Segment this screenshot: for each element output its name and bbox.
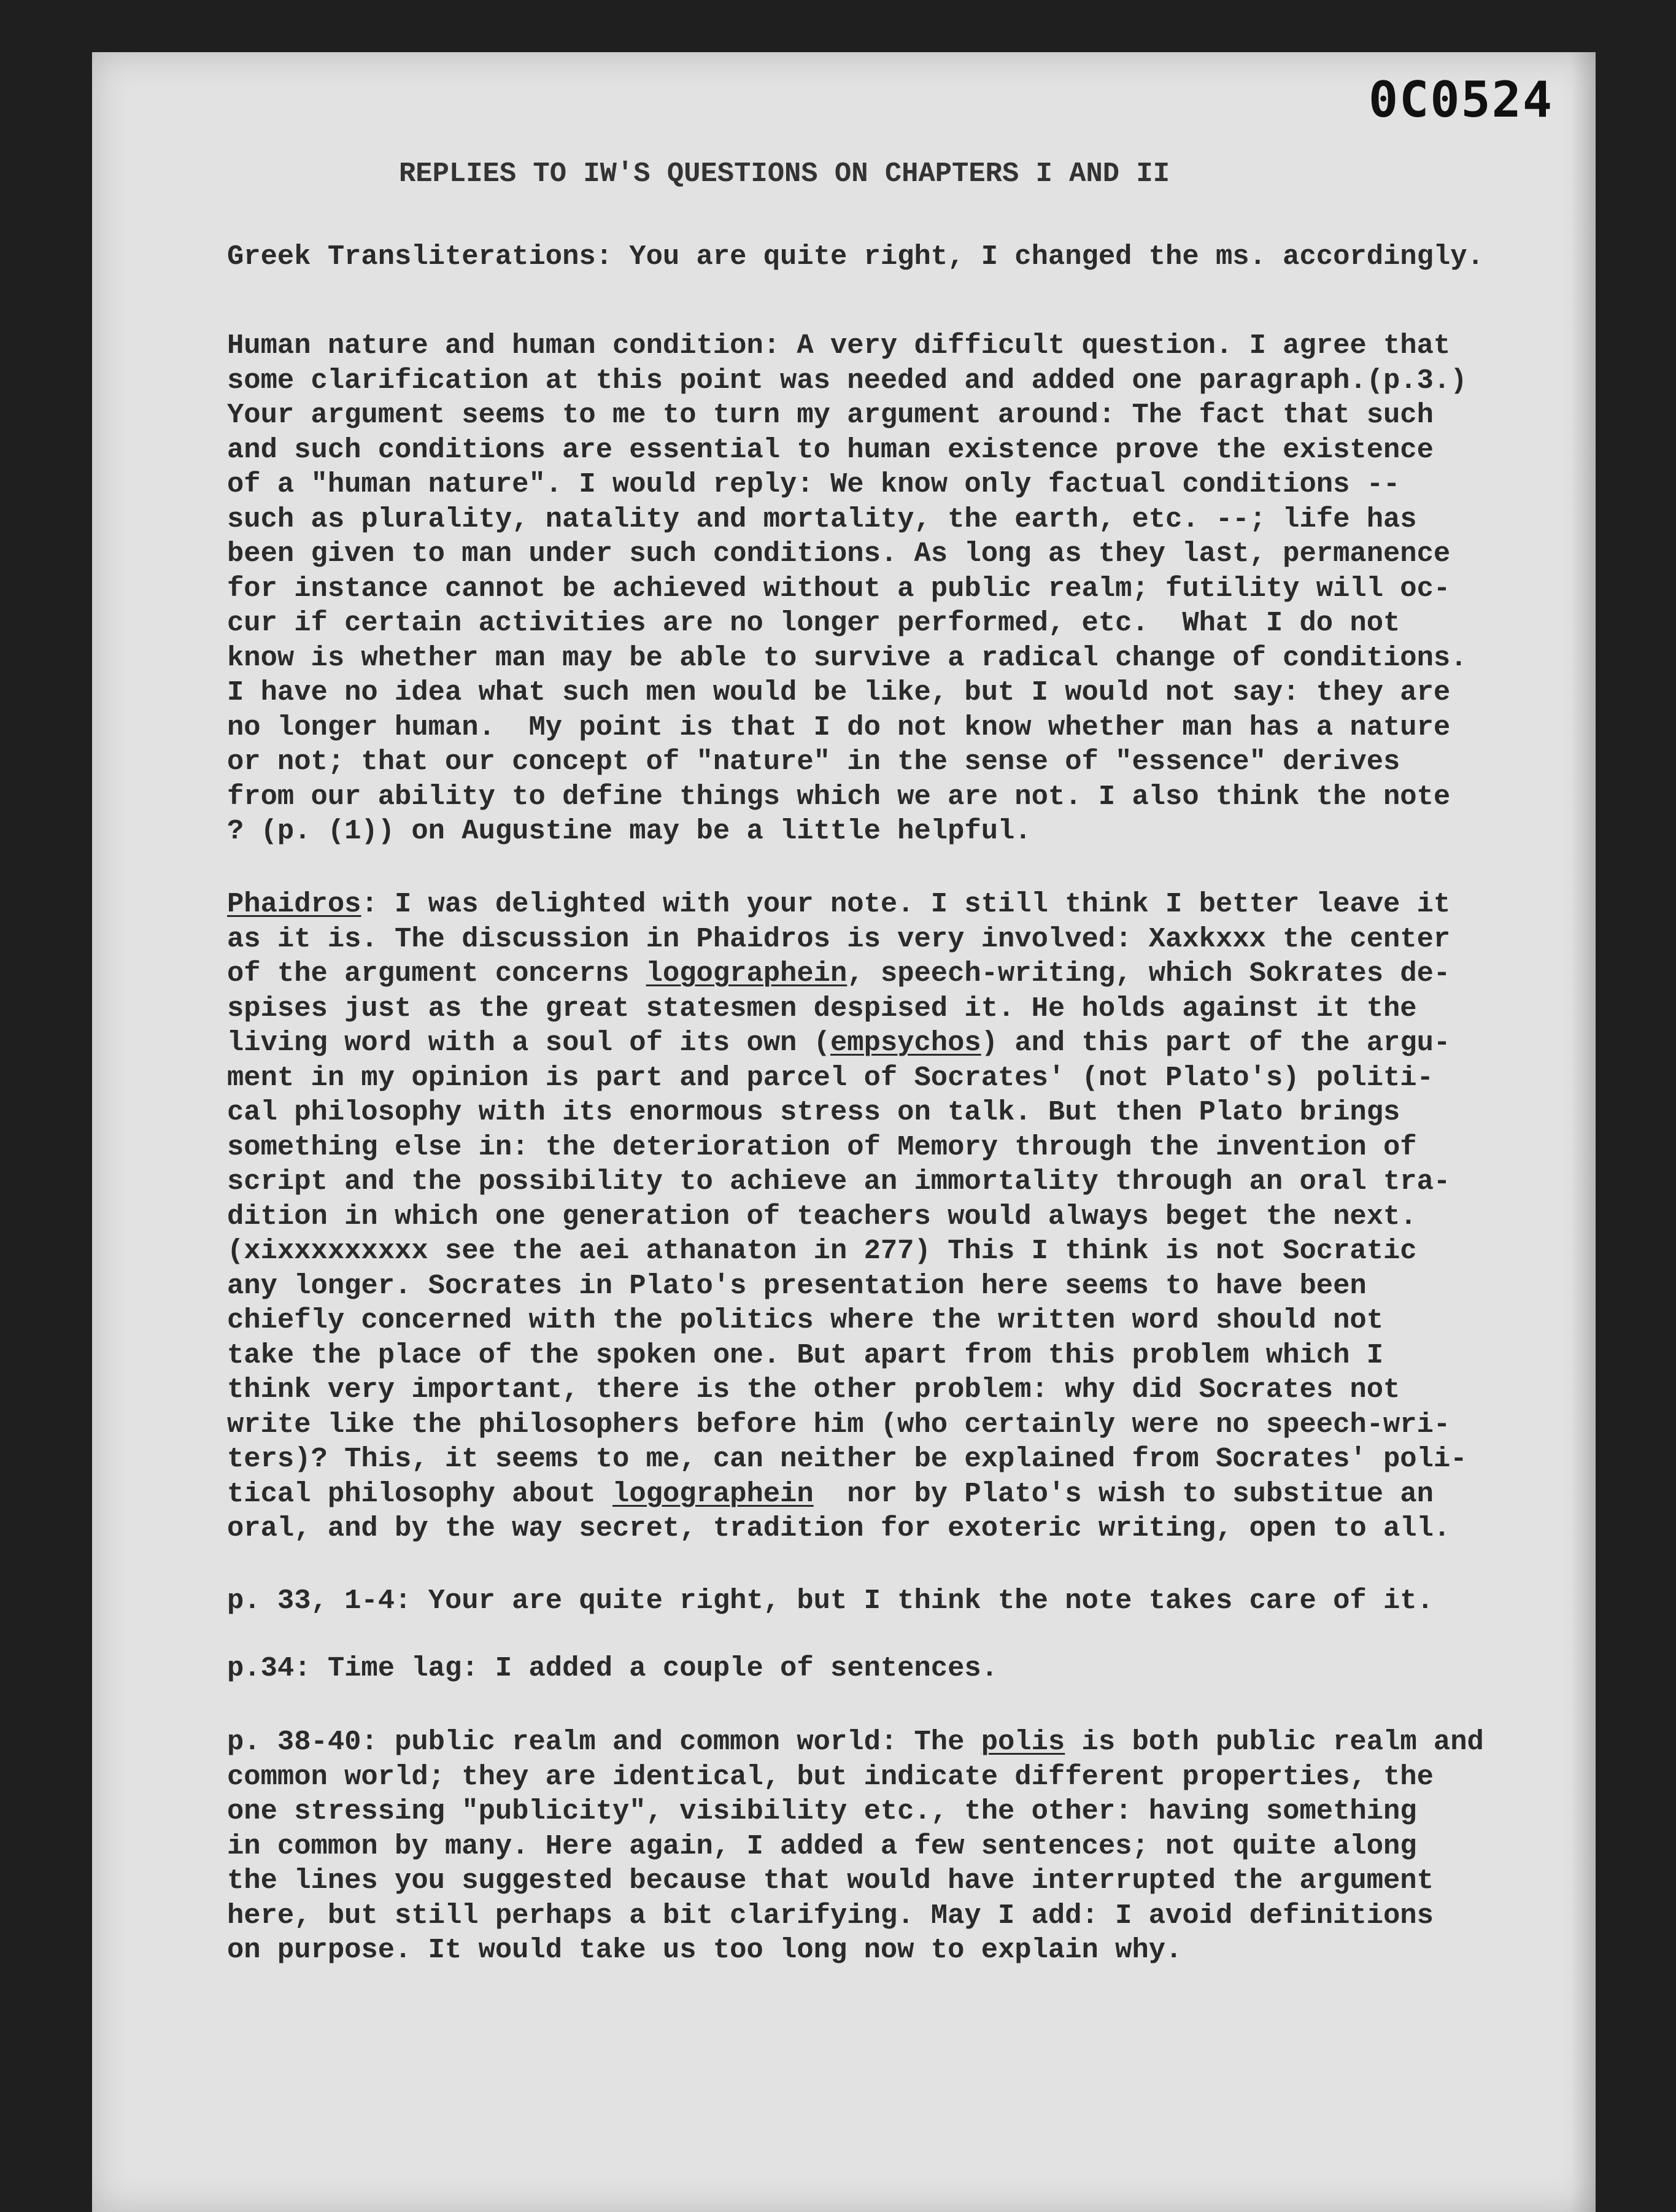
section-human-nature bbox=[227, 328, 1467, 849]
text-segment: p. 38-40: public realm and common world: The bbox=[227, 1726, 981, 1758]
text-line: oral, and by the way secret, tradition for exoteric writing, open to all. bbox=[227, 1512, 1451, 1544]
text-line: ? (p. (1)) on Augustine may be a little helpful. bbox=[227, 815, 1032, 847]
term-logographein: logographein bbox=[612, 1477, 814, 1510]
page-edge-shadow bbox=[1571, 52, 1596, 2212]
text-line: cal philosophy with its enormous stress on talk. But then Plato brings bbox=[227, 1096, 1400, 1128]
text-line bbox=[227, 1725, 1484, 1760]
section-p38-40 bbox=[227, 1725, 1484, 1968]
section-phaidros bbox=[227, 887, 1467, 1546]
text-line: cur if certain activities are no longer performed, etc. What I do not bbox=[227, 607, 1400, 639]
text-line: know is whether man may be able to survive a radical change of conditions. bbox=[227, 641, 1467, 674]
text-line: Greek Transliterations: You are quite right, I changed the ms. accordingly. bbox=[227, 241, 1484, 273]
document-number: 0C0524 bbox=[1369, 71, 1553, 128]
text-segment: of the argument concerns bbox=[227, 957, 646, 989]
text-line: (xixxxxxxxxx see the aei athanaton in 277) This I think is not Socratic bbox=[227, 1235, 1417, 1267]
text-segment: tical philosophy about bbox=[227, 1477, 613, 1510]
term-logographein: logographein bbox=[646, 957, 848, 989]
text-line bbox=[227, 1477, 1467, 1512]
text-line: take the place of the spoken one. But apart from this problem which I bbox=[227, 1339, 1384, 1371]
text-line: ment in my opinion is part and parcel of Socrates' (not Plato's) politi- bbox=[227, 1061, 1434, 1094]
text-segment: nor by Plato's wish to substitue an bbox=[813, 1477, 1434, 1510]
text-line: p. 33, 1-4: Your are quite right, but I think the note takes care of it. bbox=[227, 1585, 1434, 1617]
text-line: as it is. The discussion in Phaidros is very involved: Xaxkxxx the center bbox=[227, 922, 1451, 955]
text-line: any longer. Socrates in Plato's presentation here seems to have been bbox=[227, 1269, 1367, 1302]
text-line: dition in which one generation of teachers would always beget the next. bbox=[227, 1200, 1417, 1232]
section-greek-transliterations bbox=[227, 239, 1484, 274]
text-line: I have no idea what such men would be like, but I would not say: they are bbox=[227, 676, 1451, 708]
text-line: the lines you suggested because that would have interrupted the argument bbox=[227, 1865, 1434, 1897]
text-segment: : I was delighted with your note. I still think I better leave it bbox=[361, 888, 1451, 920]
term-empsychos: empsychos bbox=[830, 1027, 981, 1059]
text-line: chiefly concerned with the politics where the written word should not bbox=[227, 1304, 1384, 1336]
text-line: spises just as the great statesmen despised it. He holds against it the bbox=[227, 992, 1417, 1024]
text-line: one stressing "publicity", visibility etc., the other: having something bbox=[227, 1795, 1417, 1827]
document-page bbox=[92, 52, 1596, 2212]
text-line: for instance cannot be achieved without a public realm; futility will oc- bbox=[227, 572, 1451, 605]
text-line: been given to man under such conditions. As long as they last, permanence bbox=[227, 538, 1451, 570]
text-line: here, but still perhaps a bit clarifying. May I add: I avoid definitions bbox=[227, 1899, 1434, 1932]
text-line: no longer human. My point is that I do not know whether man has a nature bbox=[227, 711, 1451, 743]
text-line: or not; that our concept of "nature" in the sense of "essence" derives bbox=[227, 746, 1400, 778]
text-line: Your argument seems to me to turn my argument around: The fact that such bbox=[227, 399, 1434, 431]
text-line bbox=[227, 887, 1467, 922]
text-segment: living word with a soul of its own ( bbox=[227, 1027, 830, 1059]
page-heading: REPLIES TO IW'S QUESTIONS ON CHAPTERS I AND II bbox=[399, 158, 1170, 190]
section-p33 bbox=[227, 1584, 1434, 1618]
text-line: some clarification at this point was needed and added one paragraph.(p.3.) bbox=[227, 364, 1467, 396]
text-line: on purpose. It would take us too long now to explain why. bbox=[227, 1934, 1183, 1966]
text-line: ters)? This, it seems to me, can neither be explained from Socrates' poli- bbox=[227, 1443, 1467, 1475]
text-line: of a "human nature". I would reply: We know only factual conditions -- bbox=[227, 468, 1400, 500]
text-line: script and the possibility to achieve an immortality through an oral tra- bbox=[227, 1166, 1451, 1197]
section-title-phaidros: Phaidros bbox=[227, 888, 361, 920]
section-p34 bbox=[227, 1651, 998, 1686]
text-line bbox=[227, 1026, 1467, 1061]
text-line: common world; they are identical, but indicate different properties, the bbox=[227, 1760, 1434, 1793]
text-line: from our ability to define things which we are not. I also think the note bbox=[227, 780, 1451, 813]
text-line: Human nature and human condition: A very difficult question. I agree that bbox=[227, 330, 1451, 362]
text-line: and such conditions are essential to human existence prove the existence bbox=[227, 433, 1434, 466]
text-segment: is both public realm and bbox=[1065, 1726, 1484, 1758]
text-line: something else in: the deterioration of Memory through the invention of bbox=[227, 1131, 1417, 1163]
text-segment: , speech-writing, which Sokrates de- bbox=[847, 957, 1451, 989]
term-polis: polis bbox=[981, 1726, 1065, 1758]
text-line: such as plurality, natality and mortality, the earth, etc. --; life has bbox=[227, 503, 1417, 535]
text-line bbox=[227, 956, 1467, 991]
text-line: write like the philosophers before him (who certainly were no speech-wri- bbox=[227, 1408, 1451, 1441]
text-line: p.34: Time lag: I added a couple of sentences. bbox=[227, 1652, 998, 1684]
text-line: in common by many. Here again, I added a few sentences; not quite along bbox=[227, 1830, 1417, 1862]
text-line: think very important, there is the other problem: why did Socrates not bbox=[227, 1374, 1400, 1406]
text-segment: ) and this part of the argu- bbox=[981, 1027, 1451, 1059]
